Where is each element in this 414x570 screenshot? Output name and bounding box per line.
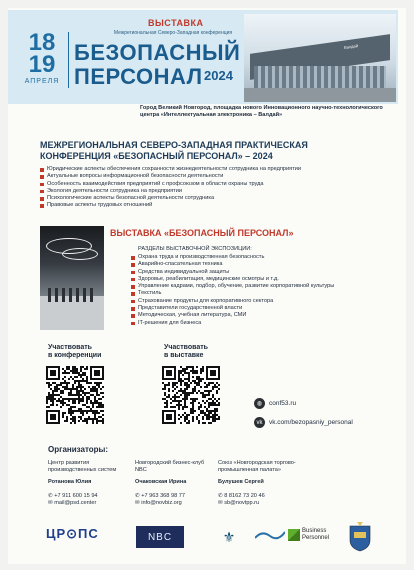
email-address[interactable]: sb@novtpp.ru xyxy=(224,500,260,506)
venue-name: «Интеллектуальная электроника – Валдай» xyxy=(160,112,283,118)
date-day-1: 18 xyxy=(28,29,56,56)
conference-qr-code[interactable] xyxy=(46,366,104,424)
organizer-contact-person: Ротанова Юлия xyxy=(48,479,92,485)
exhibition-sections xyxy=(131,254,396,327)
mail-icon: ✉ xyxy=(218,500,225,506)
phone-number: +7 911 600 15 94 xyxy=(54,493,98,499)
phone-icon: ✆ xyxy=(135,493,142,499)
exhibition-sections-label: РАЗДЕЛЫ ВЫСТАВОЧНОЙ ЭКСПОЗИЦИИ: xyxy=(138,246,252,252)
list-item: Экология деятельности сотрудника на предприятии xyxy=(40,188,380,195)
chamber-of-commerce-logo: ⚜ xyxy=(222,528,236,545)
vk-icon: vk xyxy=(254,417,265,428)
organizer-2 xyxy=(135,460,211,507)
hall-visitors xyxy=(48,288,96,302)
organizer-name: Союз «Новгородская торгово-промышленная палата» xyxy=(218,460,296,473)
business-personnel-text xyxy=(302,528,329,541)
list-item: Здоровье, реабилитация, медицинские осмотры и т.д. xyxy=(131,276,396,283)
list-item: IT-решения для бизнеса xyxy=(131,320,396,327)
wave-icon xyxy=(255,528,285,542)
event-dates xyxy=(18,29,66,85)
list-item: Текстиль xyxy=(131,290,396,297)
date-month: АПРЕЛЯ xyxy=(24,78,60,85)
coat-of-arms-icon xyxy=(348,522,372,552)
exhibition-title: ВЫСТАВКА «БЕЗОПАСНЫЙ ПЕРСОНАЛ» xyxy=(110,228,294,238)
date-day-2: 19 xyxy=(28,51,56,78)
list-item: Средства индивидуальной защиты xyxy=(131,269,396,276)
list-item: Аварийно-спасательная техника xyxy=(131,261,396,268)
list-item: Психологические аспекты безопасной деятельности сотрудника xyxy=(40,195,380,202)
bp-line-1: Business xyxy=(302,528,327,534)
phone-icon: ✆ xyxy=(48,493,55,499)
organizer-phone xyxy=(218,493,330,500)
building-sign: Валдай xyxy=(343,43,359,50)
building-ground xyxy=(244,88,396,102)
nbc-logo: NBC xyxy=(136,526,184,548)
email-address[interactable]: info@novbiz.org xyxy=(141,500,182,506)
organizer-email[interactable] xyxy=(218,500,330,507)
header-banner xyxy=(8,10,398,104)
business-personnel-mark-icon xyxy=(288,529,300,541)
organizer-contact-person: Булушев Сергей xyxy=(218,479,264,485)
organizers-title: Организаторы: xyxy=(48,445,109,454)
conference-qr-label xyxy=(48,344,101,360)
list-item: Управление кадрами, подбор, обучение, развитие корпоративной культуры xyxy=(131,283,396,290)
business-personnel-logo xyxy=(288,528,329,541)
qr-label-line: в выставке xyxy=(164,352,204,359)
vk-url[interactable]: vk.com/bezopasniy_personal xyxy=(269,419,353,426)
site-link[interactable] xyxy=(254,398,296,409)
list-item: Страхование продукты для корпоративного сектора xyxy=(131,298,396,305)
exhibition-hall-photo xyxy=(40,226,104,330)
exhibition-label: ВЫСТАВКА xyxy=(148,18,204,28)
phone-number: 8 8162 73 20 46 xyxy=(224,493,265,499)
partner-logos xyxy=(40,522,380,552)
bp-line-2: Personnel xyxy=(302,534,330,541)
organizer-email[interactable] xyxy=(48,500,130,507)
mail-icon: ✉ xyxy=(135,500,142,506)
organizer-phone xyxy=(48,493,130,500)
list-item: Актуальные вопросы информационной безопасности деятельности xyxy=(40,173,380,180)
vk-link[interactable] xyxy=(254,417,353,428)
cr-logo: ЦР⊙ПС xyxy=(46,526,99,541)
organizer-3 xyxy=(218,460,330,507)
exhibition-qr-label xyxy=(164,344,208,360)
email-address[interactable]: mail@psd.center xyxy=(54,500,97,506)
small-business-logo xyxy=(250,528,290,542)
list-item: Методическая, учебная литература, СМИ xyxy=(131,312,396,319)
organizer-contact-person: Очаковская Ирина xyxy=(135,479,187,485)
organizer-name: Центр развития производственных систем xyxy=(48,460,117,473)
list-item: Представители государственной власти xyxy=(131,305,396,312)
organizer-1 xyxy=(48,460,130,507)
conference-title: МЕЖРЕГИОНАЛЬНАЯ СЕВЕРО-ЗАПАДНАЯ ПРАКТИЧЕСКАЯ КОНФЕРЕНЦИЯ «БЕЗОПАСНЫЙ ПЕРСОНАЛ» – 2024 xyxy=(40,140,308,161)
list-item: Охрана труда и производственная безопасность xyxy=(131,254,396,261)
date-divider xyxy=(68,32,69,88)
venue-info xyxy=(140,105,398,119)
title-line-1: БЕЗОПАСНЫЙ xyxy=(74,40,241,65)
organizer-email[interactable] xyxy=(135,500,211,507)
exhibition-qr-code[interactable] xyxy=(162,366,220,424)
qr-label-line: Участвовать xyxy=(48,344,92,351)
globe-icon: ◍ xyxy=(254,398,265,409)
list-item: Правовые аспекты трудовых отношений xyxy=(40,202,380,209)
qr-label-line: Участвовать xyxy=(164,344,208,351)
phone-number: +7 963 368 98 77 xyxy=(141,493,185,499)
organizer-phone xyxy=(135,493,211,500)
building-photo xyxy=(244,14,396,102)
venue-prefix: Город Великий Новгород, площадка нового Инновационного научно-технологического центра xyxy=(140,105,383,118)
hall-light-ring xyxy=(62,248,98,260)
organizer-name: Новгородский бизнес-клуб NBC xyxy=(135,460,205,473)
mail-icon: ✉ xyxy=(48,500,55,506)
conference-topics xyxy=(40,166,380,210)
title-line-2: ПЕРСОНАЛ xyxy=(74,64,203,89)
qr-label-line: в конференции xyxy=(48,352,102,359)
title-year: 2024 xyxy=(204,68,233,83)
building-facade xyxy=(254,66,386,88)
site-url[interactable]: conf53.ru xyxy=(269,400,297,407)
phone-icon: ✆ xyxy=(218,493,225,499)
header-subtitle: Межрегиональная Северо-Западная конференция xyxy=(113,30,233,36)
list-item: Особенность взаимодействия предприятий с профсоюзом в области охраны труда xyxy=(40,181,380,188)
list-item: Юридические аспекты обеспечения сохранности жизнедеятельности сотрудника на предприятии xyxy=(40,166,380,173)
